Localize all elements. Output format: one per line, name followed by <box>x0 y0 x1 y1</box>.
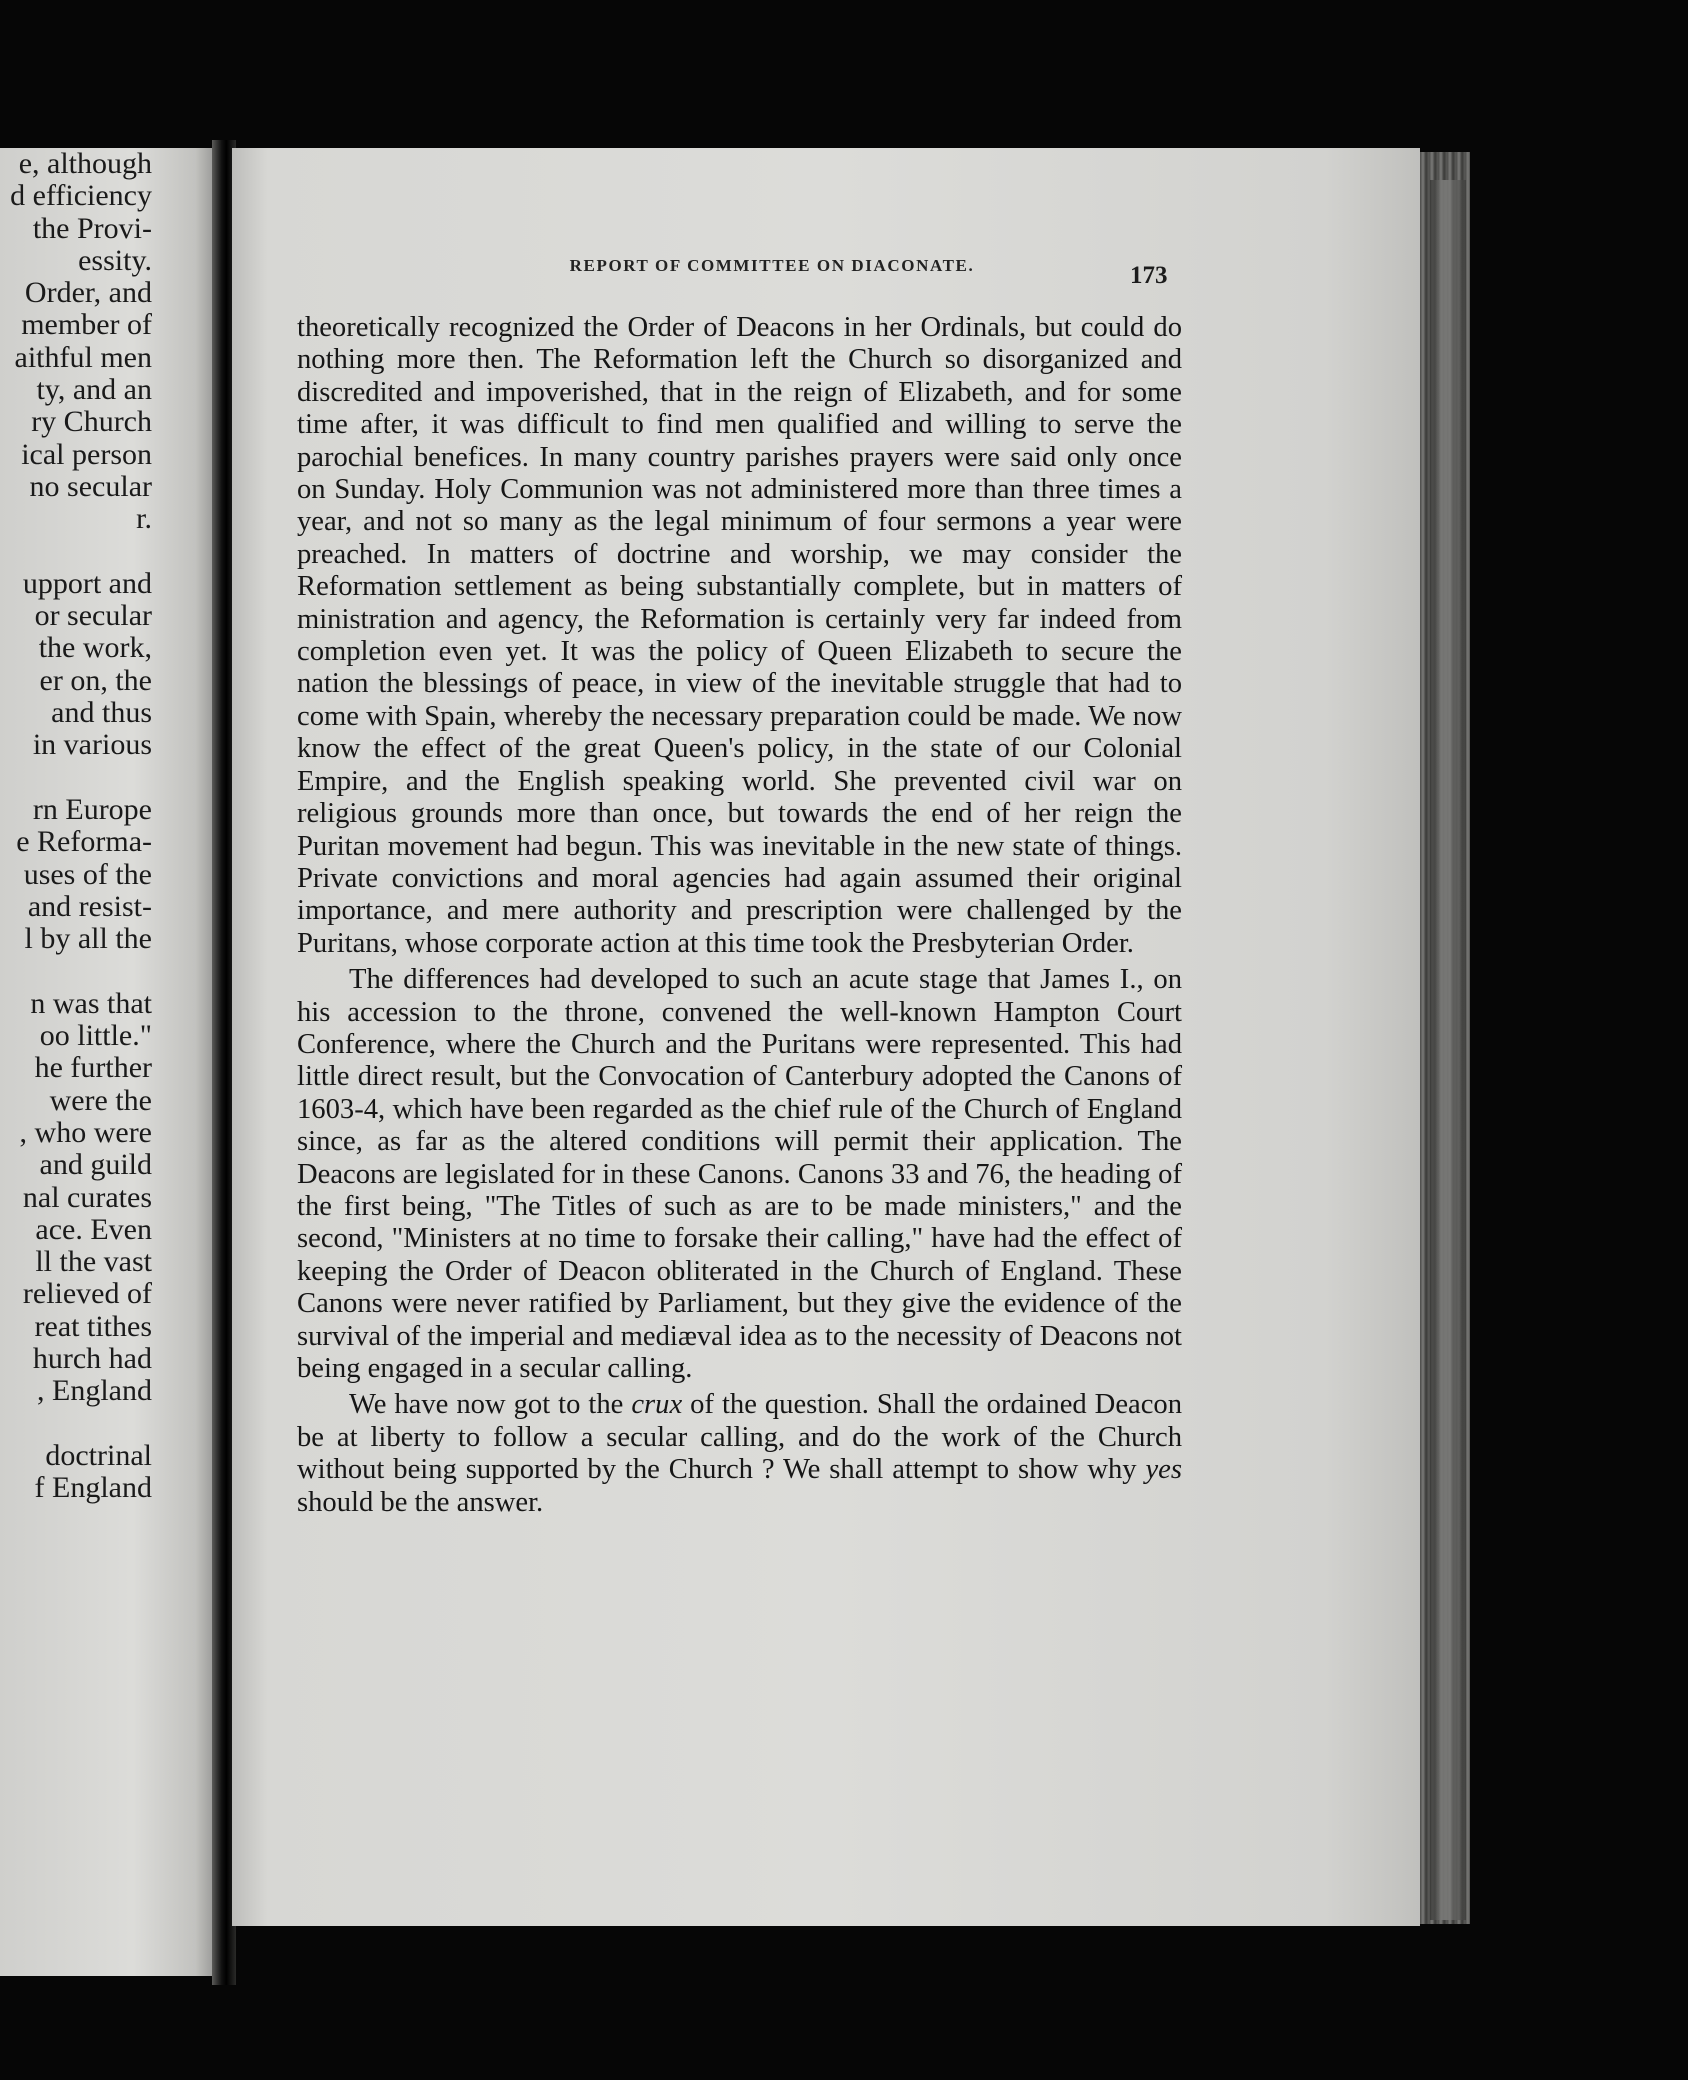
left-line: relieved of <box>22 1277 152 1311</box>
left-line: ll the vast <box>35 1245 152 1279</box>
left-line: nal curates <box>22 1180 152 1214</box>
left-line: oo little." <box>39 1019 152 1053</box>
left-line: essity. <box>78 243 152 277</box>
left-line: n was that <box>30 986 152 1020</box>
left-line: reat tithes <box>34 1309 152 1343</box>
left-line: , England <box>37 1374 152 1408</box>
left-line: er on, the <box>39 663 152 697</box>
left-line: and resist- <box>27 889 152 923</box>
left-line: ry Church <box>31 405 152 439</box>
left-line: and guild <box>39 1148 152 1182</box>
left-line: hurch had <box>32 1341 152 1375</box>
left-line: he further <box>34 1051 152 1085</box>
left-line: were the <box>49 1083 152 1117</box>
left-line: e Reforma- <box>16 825 152 859</box>
left-line <box>0 762 152 794</box>
left-line <box>0 536 152 568</box>
left-line: and thus <box>51 696 152 730</box>
left-line: in various <box>32 728 152 762</box>
page-edges-shadow <box>1430 180 1466 1920</box>
paragraph-3-part: We have now got to the <box>349 1389 632 1421</box>
paragraph-2: The differences had developed to such an acute stage that James I., on his accession to the throne, convened the well-known Hampton Court Conference, where the Church and the Puritans were represented. This had little direct result, but the Convocation of Canterbury adopted the Canons of 1603-4, which have been regarded as the chief rule of the Church of England since, as far as the altered conditions will permit their application. The Deacons are legislated for in these Canons. Canons 33 and 76, the heading of the first being, "The Titles of such as are to be made ministers," and the second, "Ministers at no time to forsake their calling," have had the effect of keeping the Order of Deacon obliterated in the Church of England. These Canons were never ratified by Parliament, but they give the evidence of the survival of the imperial and mediæval idea as to the necessity of Deacons not being engaged in a secular calling. <box>297 964 1182 1384</box>
left-line: upport and <box>22 566 152 600</box>
left-line: ace. Even <box>35 1212 152 1246</box>
left-line: aithful men <box>14 340 152 374</box>
left-facing-page <box>0 148 222 1976</box>
left-line: the Provi- <box>32 211 152 245</box>
left-line: d efficiency <box>10 179 152 213</box>
left-line: uses of the <box>23 857 152 891</box>
left-line <box>0 955 152 987</box>
paragraph-3 <box>297 1389 1182 1519</box>
page-number: 173 <box>1130 262 1168 289</box>
left-line: the work, <box>38 631 152 665</box>
left-line: ical person <box>21 437 152 471</box>
left-line: rn Europe <box>32 792 152 826</box>
left-line: no secular <box>29 469 152 503</box>
left-line: l by all the <box>24 922 152 956</box>
paragraph-3-part: of the question. Shall the ordained Deacon be at liberty to follow a secular calling, and do the work of the Church without being supported by the Church ? We shall attempt to show why <box>297 1389 1182 1486</box>
left-line: or secular <box>34 599 152 633</box>
left-line: r. <box>136 502 152 536</box>
left-line: member of <box>21 308 152 342</box>
left-line: Order, and <box>24 276 152 310</box>
left-line: e, although <box>18 148 152 180</box>
left-line: , who were <box>19 1115 152 1149</box>
left-line: doctrinal <box>45 1438 152 1472</box>
left-line: f England <box>34 1471 152 1505</box>
left-page-text <box>0 148 152 1504</box>
left-line <box>0 1408 152 1440</box>
left-line: ty, and an <box>36 373 152 407</box>
running-head: REPORT OF COMMITTEE ON DIACONATE. <box>569 256 975 275</box>
paragraph-3-part: should be the answer. <box>297 1486 544 1518</box>
italic-yes: yes <box>1145 1454 1182 1486</box>
italic-crux: crux <box>631 1389 683 1421</box>
paragraph-1: theoretically recognized the Order of Deacons in her Ordinals, but could do nothing more then. The Reformation left the Church so disorganized and discredited and impoverished, that in the reign of Elizabeth, and for some time after, it was difficult to find men qualified and willing to serve the parochial benefices. In many country parishes prayers were said only once on Sunday. Holy Communion was not administered more than three times a year, and not so many as the legal minimum of four sermons a year were preached. In matters of doctrine and worship, we may consider the Reformation settlement as being substantially complete, but in matters of ministration and agency, the Reformation is certainly very far indeed from completion even yet. It was the policy of Queen Elizabeth to secure the nation the blessings of peace, in view of the inevitable struggle that had to come with Spain, whereby the necessary preparation could be made. We now know the effect of the great Queen's policy, in the state of our Colonial Empire, and the English speaking world. She prevented civil war on religious grounds more than once, but towards the end of her reign the Puritan movement had begun. This was inevitable in the new state of things. Private convictions and moral agencies had again assumed their original importance, and mere authority and prescription were challenged by the Puritans, whose corporate action at this time took the Presbyterian Order. <box>297 312 1182 959</box>
body-text <box>297 312 1182 1519</box>
